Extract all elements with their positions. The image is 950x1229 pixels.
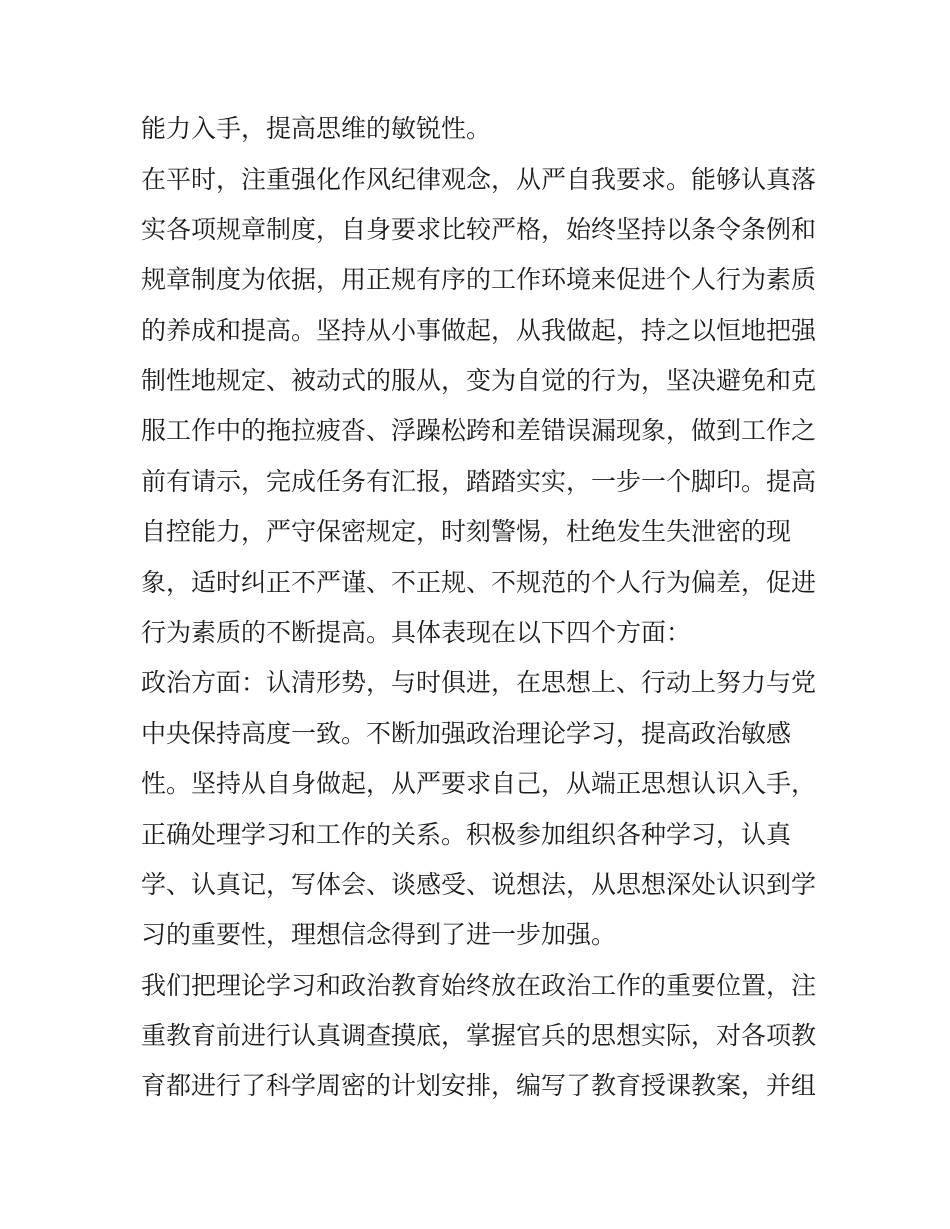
text-line: 学、认真记，写体会、谈感受、说想法，从思想深处认识到学: [141, 870, 817, 899]
text-line: 行为素质的不断提高。具体表现在以下四个方面：: [141, 618, 692, 647]
text-line: 中央保持高度一致。不断加强政治理论学习，提高政治敏感: [141, 719, 792, 748]
text-line: 规章制度为依据，用正规有序的工作环境来促进个人行为素质: [141, 265, 817, 294]
text-line: 我们把理论学习和政治教育始终放在政治工作的重要位置，注: [141, 971, 817, 1000]
text-line: 制性地规定、被动式的服从，变为自觉的行为，坚决避免和克: [141, 366, 817, 395]
text-line: 习的重要性，理想信念得到了进一步加强。: [141, 920, 617, 949]
text-line: 实各项规章制度，自身要求比较严格，始终坚持以条令条例和: [141, 215, 817, 244]
text-line: 能力入手，提高思维的敏锐性。: [141, 114, 492, 143]
text-line: 象，适时纠正不严谨、不正规、不规范的个人行为偏差，促进: [141, 568, 817, 597]
text-line: 政治方面：认清形势，与时俱进，在思想上、行动上努力与党: [141, 668, 817, 697]
text-line: 前有请示，完成任务有汇报，踏踏实实，一步一个脚印。提高: [141, 467, 817, 496]
text-line: 重教育前进行认真调查摸底，掌握官兵的思想实际，对各项教: [141, 1021, 817, 1050]
text-line: 的养成和提高。坚持从小事做起，从我做起，持之以恒地把强: [141, 316, 817, 345]
text-line: 在平时，注重强化作风纪律观念，从严自我要求。能够认真落: [141, 165, 817, 194]
text-line: 自控能力，严守保密规定，时刻警惕，杜绝发生失泄密的现: [141, 517, 792, 546]
text-line: 正确处理学习和工作的关系。积极参加组织各种学习，认真: [141, 820, 792, 849]
text-line: 育都进行了科学周密的计划安排，编写了教育授课教案，并组: [141, 1071, 817, 1100]
text-line: 服工作中的拖拉疲沓、浮躁松跨和差错误漏现象，做到工作之: [141, 416, 817, 445]
text-line: 性。坚持从自身做起，从严要求自己，从端正思想认识入手，: [141, 769, 817, 798]
